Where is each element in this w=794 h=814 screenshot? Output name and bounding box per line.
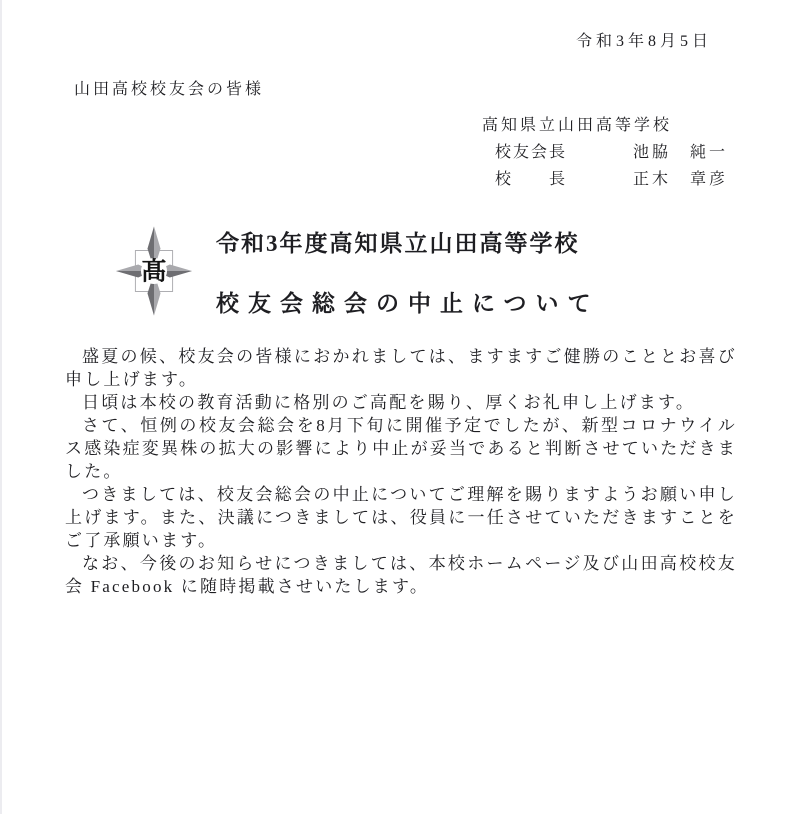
sender-role-title: 校 長	[495, 171, 568, 188]
letter-date: 令和3年8月5日	[575, 33, 712, 50]
letter-heading	[114, 224, 600, 318]
sender-role-row	[495, 139, 728, 166]
sender-role-name: 池脇 純一	[633, 144, 729, 161]
sender-role-name: 正木 章彦	[633, 171, 729, 188]
sender-organization: 高知県立山田高等学校	[482, 117, 673, 134]
school-star-emblem-icon	[114, 224, 194, 318]
body-paragraph: 盛夏の候、校友会の皆様におかれましては、ますますご健勝のこととお喜び申し上げます。	[65, 347, 737, 389]
body-paragraph: さて、恒例の校友会総会を8月下旬に開催予定でしたが、新型コロナウイルス感染症変異株の拡大の影響により中止が妥当であると判断させていただきました。	[65, 416, 737, 481]
letter-title	[216, 225, 600, 318]
body-paragraph: つきましては、校友会総会の中止についてご理解を賜りますようお願い申し上げます。また、決議につきましては、役員に一任させていただきますことをご了承願います。	[65, 485, 737, 550]
letter-title-line1: 令和3年度高知県立山田高等学校	[216, 230, 580, 256]
letter-body	[65, 345, 737, 598]
sender-block	[482, 112, 728, 193]
body-paragraph: なお、今後のお知らせにつきましては、本校ホームページ及び山田高校校友会 Facebook に随時掲載させいたします。	[65, 554, 737, 596]
sender-role-row	[495, 166, 728, 193]
emblem-center-kanji: 髙	[141, 258, 167, 286]
letter-title-line2: 校友会総会の中止について	[216, 290, 600, 316]
body-paragraph: 日頃は本校の教育活動に格別のご高配を賜り、厚くお礼申し上げます。	[82, 393, 696, 412]
sender-role-title: 校友会長	[495, 144, 568, 161]
addressee-line: 山田高校校友会の皆様	[74, 81, 265, 98]
